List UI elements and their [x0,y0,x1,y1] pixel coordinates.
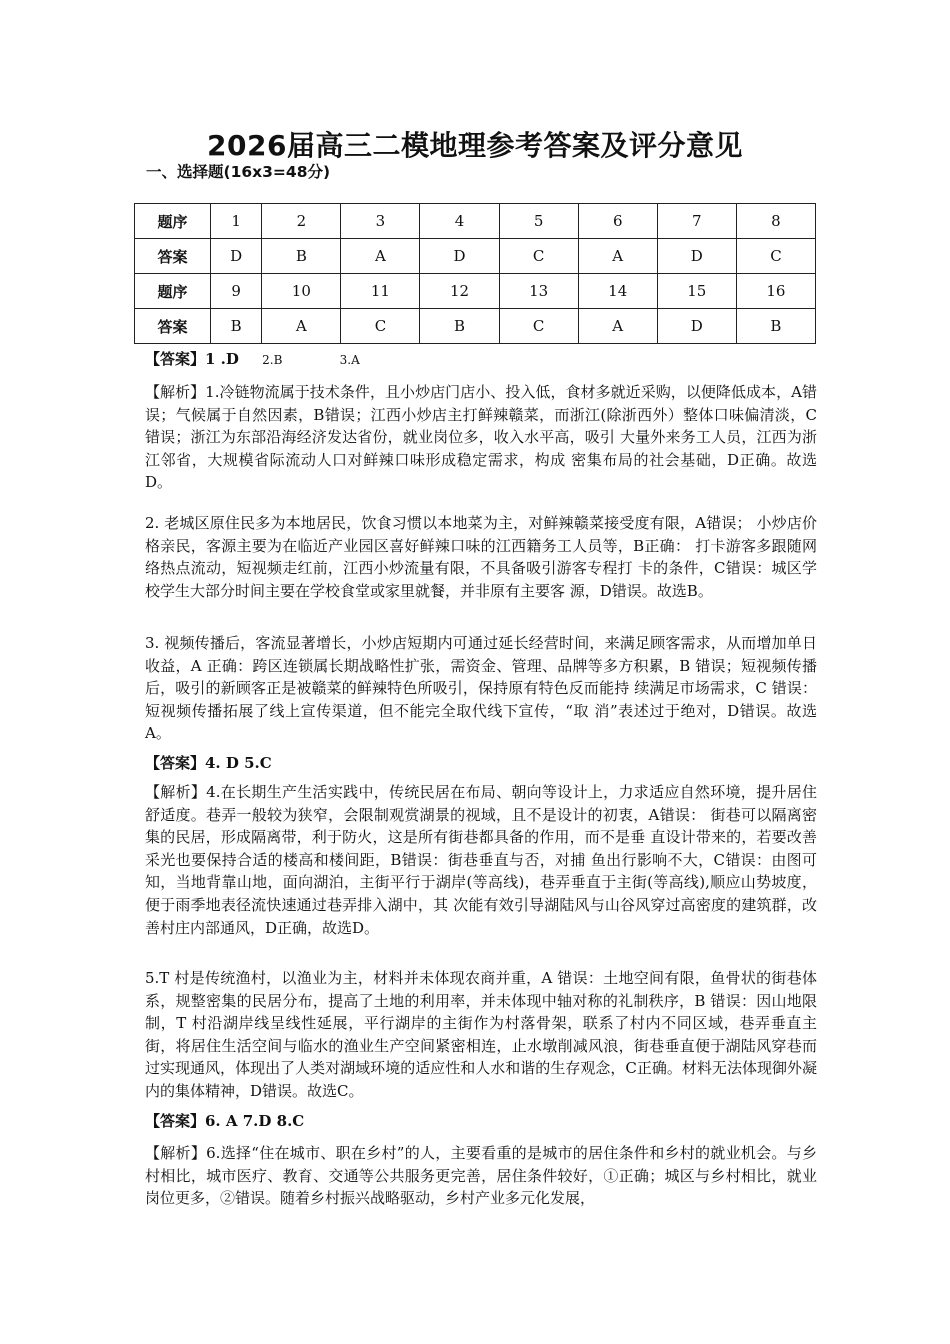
explanation-paragraph: 5.T 村是传统渔村，以渔业为主，材料并未体现农商并重，A 错误：土地空间有限，鱼骨状的街巷体系，规整密集的民居分布，提高了土地的利用率，并未体现中轴对称的礼制秩序，B 错误：因山地限制，T 村沿湖岸线呈线性延展，平行湖岸的主街作为村落骨架，联系了村内不同区域，巷弄垂直主街，将居住生活空间与临水的渔业生产空间紧密相连，止水墩削减风浪，街巷垂直便于湖陆风穿巷而过实现通风，体现出了人类对湖域环境的适应性和人水和谐的生存观念，C正确。材料无法体现御外凝内的集体精神，D错误。故选C。 [145,969,817,1100]
answer-line-1 [145,348,360,369]
table-cell: 2 [262,204,341,239]
explanation-paragraph: 【解析】4.在长期生产生活实践中，传统民居在布局、朝向等设计上，力求适应自然环境，提升居住舒适度。巷弄一般较为狭窄，会限制观赏湖景的视域，且不是设计的初衷，A错误： 街巷可以隔离密集的民居，形成隔离带，利于防火，这是所有街巷都具备的作用，而不是垂 直设计带来的，若要改善采光也要保持合适的楼高和楼间距，B错误：街巷垂直与否，对捕 鱼出行影响不大，C错误：由图可知，当地背靠山地，面向湖泊，主街平行于湖岸(等高线)，巷弄垂直于主街(等高线),顺应山势坡度，便于雨季地表径流快速通过巷弄排入湖中，其 次能有效引导湖陆风与山谷风穿过高密度的建筑群，改善村庄内部通风，D正确，故选D。 [145,783,817,937]
table-cell: 14 [578,274,657,309]
row-header: 答案 [135,239,211,274]
explanation-paragraph: 【解析】1.冷链物流属于技术条件，且小炒店门店小、投入低，食材多就近采购，以便降低成本，A错误；气候属于自然因素，B错误；江西小炒店主打鲜辣赣菜，而浙江(除浙西外）整体口味偏清淡，C错误；浙江为东部沿海经济发达省份，就业岗位多，收入水平高，吸引 大量外来务工人员，江西为浙江邻省，大规模省际流动人口对鲜辣口味形成稳定需求，构成 密集布局的社会基础，D正确。故选D。 [145,383,817,492]
table-cell: 5 [499,204,578,239]
table-cell: 4 [420,204,499,239]
table-cell: 13 [499,274,578,309]
row-header: 题序 [135,204,211,239]
table-cell: A [262,309,341,344]
table-cell: C [499,309,578,344]
table-cell: A [578,239,657,274]
table-cell: 3 [341,204,420,239]
answer-value: 2.B [262,353,283,367]
answer-line-2: 【答案】4. D 5.C [145,754,272,772]
table-cell: D [657,239,736,274]
explanation-paragraph: 【解析】6.选择“住在城市、职在乡村”的人，主要看重的是城市的居住条件和乡村的就业机会。与乡村相比，城市医疗、教育、交通等公共服务更完善，居住条件较好，①正确；城区与乡村相比，就业岗位更多，②错误。随着乡村振兴战略驱动，乡村产业多元化发展， [145,1144,817,1208]
table-cell: 9 [211,274,262,309]
table-cell: 1 [211,204,262,239]
table-cell: B [211,309,262,344]
table-cell: 8 [736,204,815,239]
explanation-paragraph: 2. 老城区原住民多为本地居民，饮食习惯以本地菜为主，对鲜辣赣菜接受度有限，A错误； 小炒店价格亲民，客源主要为在临近产业园区喜好鲜辣口味的江西籍务工人员等，B正确： 打卡游客多跟随网络热点流动，短视频走红前，江西小炒流量有限，不具备吸引游客专程打 卡的条件，C错误：城区学校学生大部分时间主要在学校食堂或家里就餐，并非原有主要客 源，D错误。故选B。 [145,514,817,600]
table-row [135,309,816,344]
answer-table [134,203,816,344]
table-row [135,204,816,239]
row-header: 题序 [135,274,211,309]
table-cell: C [499,239,578,274]
row-header: 答案 [135,309,211,344]
table-cell: C [341,309,420,344]
table-cell: 11 [341,274,420,309]
table-cell: B [420,309,499,344]
table-cell: B [736,309,815,344]
table-cell: D [657,309,736,344]
answer-label: 【答案】1 .D [145,350,239,368]
table-cell: A [341,239,420,274]
table-cell: C [736,239,815,274]
section-heading: 一、选择题(16x3=48分) [146,163,331,181]
explanation-paragraph: 3. 视频传播后，客流显著增长，小炒店短期内可通过延长经营时间，来满足顾客需求，从而增加单日收益，A 正确：跨区连锁属长期战略性扩张，需资金、管理、品牌等多方积累，B 错误；短视频传播后，吸引的新顾客正是被赣菜的鲜辣特色所吸引，保持原有特色反而能持 续满足市场需求，C 错误：短视频传播拓展了线上宣传渠道，但不能完全取代线下宣传，“取 消”表述过于绝对，D错误。故选A。 [145,634,817,743]
table-cell: B [262,239,341,274]
table-cell: D [420,239,499,274]
table-cell: 7 [657,204,736,239]
table-cell: 16 [736,274,815,309]
answer-value: 3.A [339,353,360,367]
table-row [135,274,816,309]
table-cell: A [578,309,657,344]
table-cell: 10 [262,274,341,309]
table-row [135,239,816,274]
table-cell: 15 [657,274,736,309]
page-title: 2026届高三二模地理参考答案及评分意见 [207,129,743,162]
table-cell: D [211,239,262,274]
answer-line-3: 【答案】6. A 7.D 8.C [145,1112,305,1130]
table-cell: 12 [420,274,499,309]
table-cell: 6 [578,204,657,239]
